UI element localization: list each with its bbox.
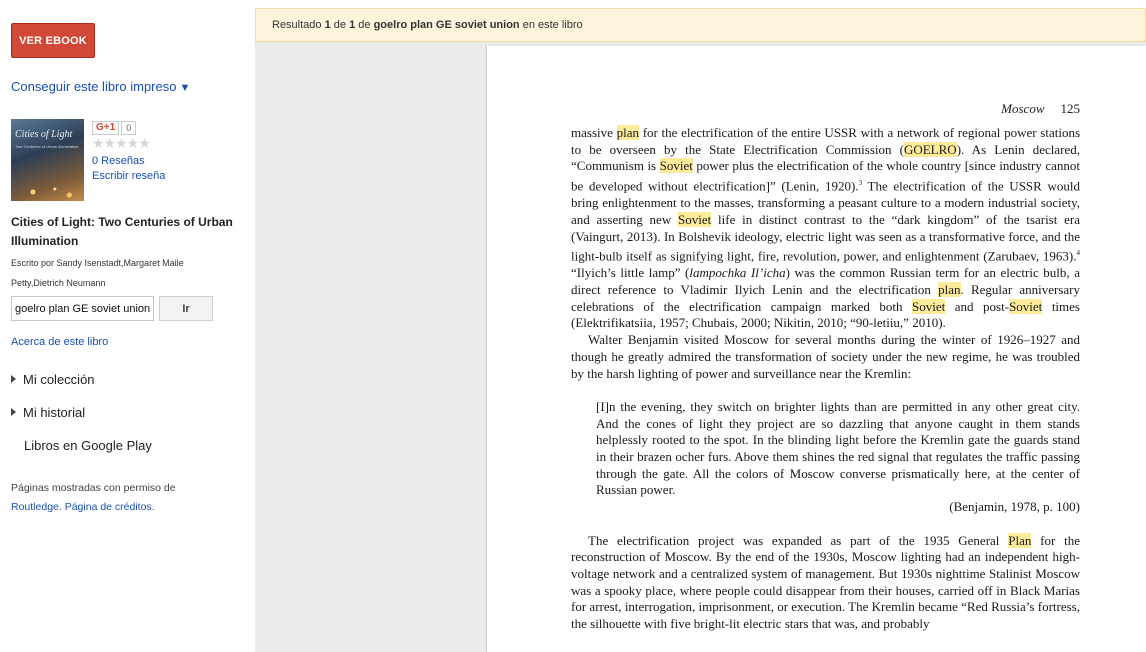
text-run: The electrification project was expanded as part of the 1935 General bbox=[588, 532, 1009, 548]
credits-page-link[interactable]: Página de créditos bbox=[64, 501, 152, 513]
italic-term: lampochka Il’icha bbox=[689, 265, 786, 281]
search-highlight: Soviet bbox=[678, 211, 712, 227]
nav-my-history[interactable] bbox=[11, 405, 85, 420]
search-result-bar bbox=[255, 8, 1146, 42]
footnote-marker: 3 bbox=[858, 179, 863, 188]
cover-lights-image bbox=[11, 171, 84, 201]
result-de: de bbox=[355, 19, 374, 31]
text-run: . Regular anniversary celebrations of the electrification campaign marked both bbox=[571, 281, 1080, 314]
about-this-book-link[interactable]: Acerca de este libro bbox=[11, 336, 109, 348]
print-link-label: Conseguir este libro impreso bbox=[11, 79, 177, 94]
result-suffix: en este libro bbox=[519, 19, 583, 31]
block-quote: [I]n the evening, they switch on brighter lights than are permitted in any other great city. And the cones of light they project are so dazzling that anyone caught in them stands helplessly rooted to the spot. In the blinding light before the Kremlin gate the guards stand in their brazen ocher furs. Above them shines the red signal that regulates the traffic passing through the gate. All the colors of Moscow converse prismatically here, at the center of Russian power. bbox=[596, 398, 1080, 498]
quote-citation: (Benjamin, 1978, p. 100) bbox=[949, 499, 1080, 515]
running-head bbox=[487, 101, 1080, 117]
text-run: “Ilyich’s little lamp” ( bbox=[571, 265, 690, 281]
separator-dot: . bbox=[58, 501, 65, 513]
chevron-down-icon: ▼ bbox=[179, 82, 191, 94]
book-authors: Escrito por Sandy Isenstadt,Margaret Maile Petty,Dietrich Neumann bbox=[11, 258, 184, 288]
reviews-link[interactable]: 0 Reseñas bbox=[92, 155, 145, 167]
result-prefix: Resultado bbox=[272, 19, 322, 31]
permission-notice bbox=[11, 479, 241, 517]
footnote-marker: 4 bbox=[1076, 249, 1080, 258]
search-in-book-input[interactable] bbox=[11, 296, 154, 321]
running-head-title: Moscow bbox=[1001, 101, 1045, 116]
text-run: times (Elektrifikatsiia, 1957; Chubais, 2000; Nikitin, 2010; “90-letiiu,” 2010). bbox=[571, 298, 1080, 331]
write-review-link[interactable]: Escribir reseña bbox=[92, 170, 166, 182]
separator-dot: . bbox=[151, 501, 155, 513]
book-title: Cities of Light: Two Centuries of Urban Illumination bbox=[11, 215, 233, 248]
book-page[interactable] bbox=[486, 46, 1146, 652]
page-text bbox=[571, 125, 1080, 633]
page-number: 125 bbox=[1060, 101, 1080, 116]
cover-title: Cities of Light bbox=[15, 129, 73, 140]
get-print-book-link[interactable] bbox=[11, 79, 190, 94]
sidebar bbox=[0, 8, 255, 652]
text-run: ) was the common Russian term for an electric bulb, a direct reference to Vladimir Ilyich Lenin and the electrification bbox=[571, 265, 1080, 297]
result-query: goelro plan GE soviet union bbox=[373, 19, 520, 31]
search-highlight: Soviet bbox=[912, 298, 946, 314]
result-total: 1 bbox=[349, 19, 356, 31]
paragraph-1 bbox=[571, 125, 1080, 332]
text-run: for the electrification of the entire USSR with a network of regional power stations to be overseen by the State Electrification Commission ( bbox=[571, 125, 1080, 157]
view-ebook-button[interactable]: VER EBOOK bbox=[11, 23, 95, 58]
text-run: power plus the electrification of the whole country [since industry cannot be developed without electrification]” (Lenin, 1920). bbox=[571, 158, 1080, 194]
search-highlight: Soviet bbox=[1009, 298, 1043, 314]
search-highlight: GOELRO bbox=[903, 141, 957, 157]
publisher-link[interactable]: Routledge bbox=[11, 501, 59, 513]
search-go-button[interactable]: Ir bbox=[159, 296, 213, 321]
nav-google-play-books[interactable] bbox=[24, 438, 152, 453]
text-run: The electrification of the USSR would bring enlightenment to the masses, transforming a peasant culture to a modern industrial society, and asserting new bbox=[571, 178, 1080, 227]
triangle-right-icon bbox=[11, 408, 16, 416]
permission-text: Páginas mostradas con permiso de bbox=[11, 482, 176, 494]
google-plus-widget[interactable] bbox=[92, 121, 136, 135]
rating-stars-icon[interactable]: ★★★★★ bbox=[92, 135, 150, 151]
text-run: ). As Lenin declared, “Communism is bbox=[571, 141, 1080, 174]
search-highlight: Soviet bbox=[659, 158, 693, 174]
nav-my-collection-label: Mi colección bbox=[23, 372, 95, 387]
result-of: de bbox=[330, 19, 350, 31]
text-run: for the reconstruction of Moscow. By the end of the 1930s, Moscow lighting had an independent high-voltage network and a centralized system of management. But 1930s nighttime Stalinist Moscow was a spooky place, where people could disappear from their houses, carried off in Black Marias for arrest, interrogation, imprisonment, or execution. The Kremlin became “Red Russia’s fortress, the silhouette with five bright-lit electric stars that was, and probably bbox=[571, 532, 1081, 632]
paragraph-3 bbox=[571, 533, 1080, 633]
nav-my-collection[interactable] bbox=[11, 372, 95, 387]
nav-my-history-label: Mi historial bbox=[23, 405, 86, 420]
paragraph-gap bbox=[571, 516, 1080, 533]
text-run: massive bbox=[571, 125, 617, 140]
cover-subtitle: Two Centuries of Urban Illumination bbox=[15, 144, 79, 149]
triangle-right-icon bbox=[11, 375, 16, 383]
search-highlight: plan bbox=[616, 125, 639, 140]
nav-google-play-label: Libros en Google Play bbox=[24, 438, 152, 453]
book-cover[interactable] bbox=[11, 119, 84, 201]
paragraph-2: Walter Benjamin visited Moscow for several months during the winter of 1926–1927 and though he greatly admired the transformation of society under the new regime, he was troubled by the harsh lighting of power and surveillance near the Kremlin: bbox=[571, 332, 1080, 381]
search-highlight: Plan bbox=[1008, 532, 1032, 548]
google-plus-button[interactable]: G+1 bbox=[92, 121, 119, 135]
result-current: 1 bbox=[324, 19, 331, 31]
text-run: and post- bbox=[945, 298, 1010, 314]
google-plus-count: 0 bbox=[121, 121, 136, 135]
text-run: life in distinct contrast to the “dark kingdom” of the tsarist era (Vaingurt, 2013). In Bolshevik ideology, electric light was seen as a transformative force, and the light-bulb itself as signifying light, fire, revolution, power, and enlightenment (Zarubaev, 1963). bbox=[571, 211, 1080, 264]
search-highlight: plan bbox=[938, 281, 961, 297]
